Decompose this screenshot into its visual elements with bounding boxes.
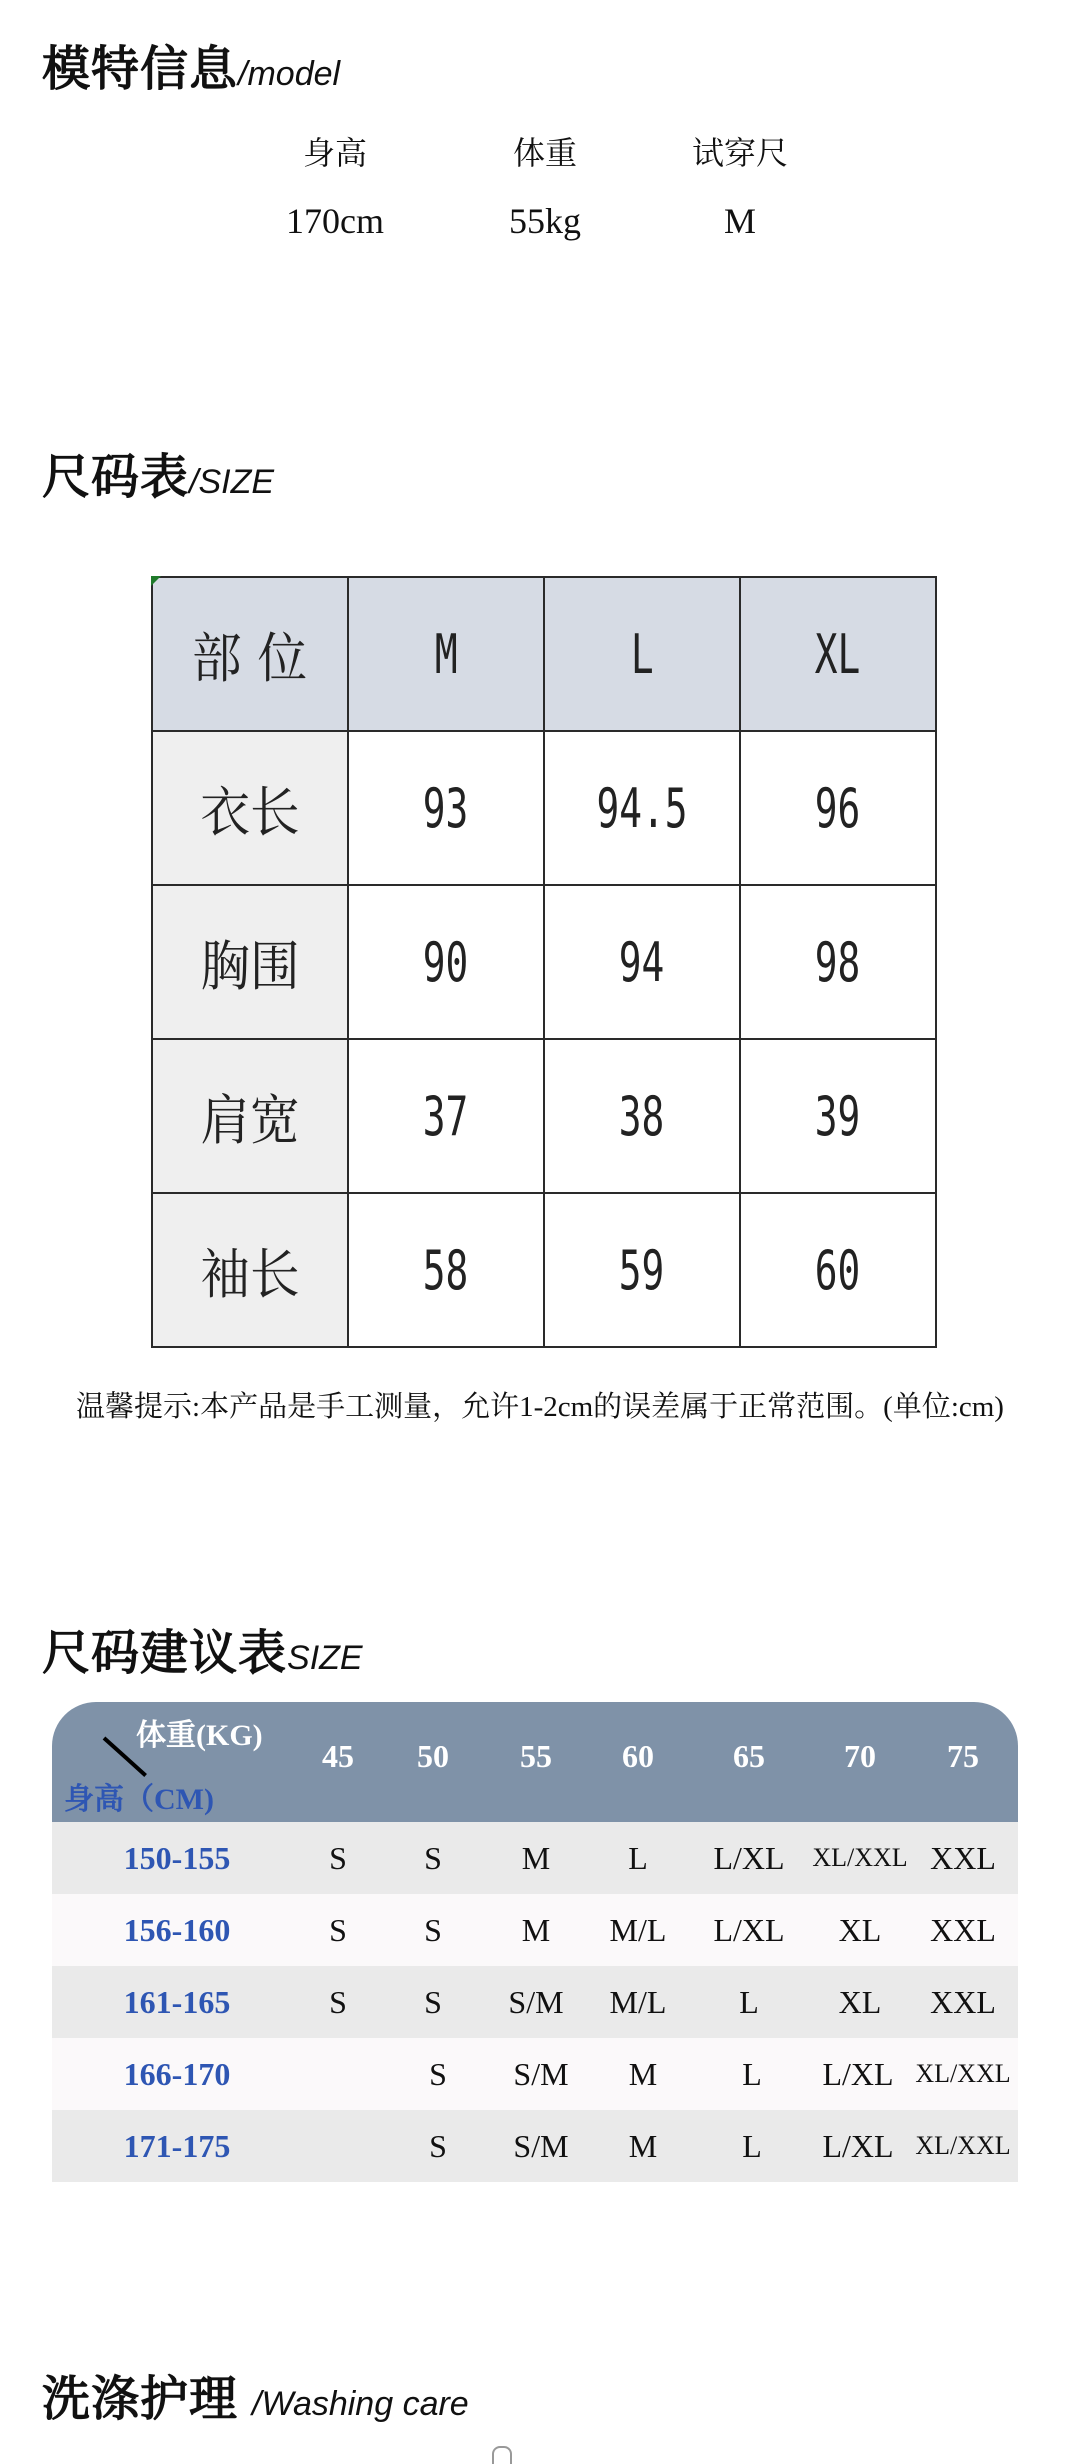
recommend-header: [52, 1702, 1018, 1822]
model-height-label: 身高: [302, 134, 367, 172]
washing-title-en: /Washing care: [252, 2385, 469, 2423]
size-row-length: [152, 731, 936, 885]
washing-title-cn: 洗涤护理: [42, 2371, 239, 2427]
size-cell: XL: [838, 1912, 882, 1948]
height-range: 171-175: [123, 2128, 231, 2164]
model-weight-label: 体重: [512, 134, 577, 172]
row-label: 胸围: [152, 885, 348, 1039]
size-row-sleeve: [152, 1193, 936, 1347]
height-range: 156-160: [123, 1912, 231, 1948]
size-cell: L: [742, 2128, 762, 2164]
header-part: 部 位: [152, 577, 348, 731]
weight-axis-label: 体重(KG): [136, 1719, 263, 1752]
size-cell: S/M: [513, 2128, 569, 2164]
size-cell: S: [424, 1840, 442, 1876]
recommend-row: [52, 1894, 1018, 1966]
size-title-en: /SIZE: [189, 463, 275, 501]
size-cell: M/L: [609, 1984, 667, 2020]
model-section-title: [42, 30, 340, 99]
size-cell: S: [329, 1840, 347, 1876]
partial-care-icon: [492, 2446, 512, 2464]
size-cell: S: [424, 1984, 442, 2020]
weight-col: 55: [520, 1738, 552, 1774]
cell: 39: [740, 1039, 936, 1193]
size-section-title: [42, 438, 274, 507]
model-size-label: 试穿尺: [691, 134, 788, 172]
model-title-cn: 模特信息: [42, 41, 239, 97]
model-size: [675, 128, 805, 242]
recommend-title-en: SIZE: [287, 1639, 363, 1677]
cell: 94: [544, 885, 740, 1039]
size-cell: L/XL: [822, 2128, 894, 2164]
size-cell: XL/XXL: [812, 1843, 908, 1872]
height-range: 161-165: [123, 1984, 231, 2020]
row-label: 衣长: [152, 731, 348, 885]
cell: 59: [544, 1193, 740, 1347]
row-label: 肩宽: [152, 1039, 348, 1193]
size-cell: M: [628, 2128, 658, 2164]
cell: 60: [740, 1193, 936, 1347]
measurement-note: 温馨提示:本产品是手工测量，允许1-2cm的误差属于正常范围。(单位:cm): [76, 1391, 1004, 1423]
size-table: [151, 576, 937, 1348]
model-weight-value: 55kg: [509, 201, 581, 241]
size-cell: L: [628, 1840, 648, 1876]
recommend-table: [52, 1702, 1018, 2182]
model-height: [270, 128, 400, 242]
size-cell: L: [742, 2056, 762, 2092]
row-label: 袖长: [152, 1193, 348, 1347]
weight-col: 70: [844, 1738, 876, 1774]
size-cell: XXL: [930, 1984, 996, 2020]
recommend-title-cn: 尺码建议表: [42, 1625, 288, 1681]
cell: 96: [740, 731, 936, 885]
size-cell: S: [329, 1912, 347, 1948]
size-cell: XXL: [930, 1912, 996, 1948]
size-cell: S/M: [513, 2056, 569, 2092]
cell: 94.5: [544, 731, 740, 885]
recommend-row: [52, 1822, 1018, 1894]
size-table-header: [152, 577, 936, 731]
size-cell: L/XL: [713, 1840, 785, 1876]
size-cell: S: [429, 2128, 447, 2164]
height-range: 150-155: [123, 1840, 231, 1876]
weight-col: 60: [622, 1738, 654, 1774]
size-cell: M/L: [609, 1912, 667, 1948]
size-title-cn: 尺码表: [42, 449, 190, 505]
size-cell: M: [521, 1912, 551, 1948]
cell: 58: [348, 1193, 544, 1347]
size-cell: S: [329, 1984, 347, 2020]
model-weight: [480, 128, 610, 242]
size-cell: XL/XXL: [915, 2131, 1011, 2160]
size-cell: XL: [838, 1984, 882, 2020]
cell: 37: [348, 1039, 544, 1193]
header-l: L: [544, 577, 740, 731]
size-cell: L/XL: [822, 2056, 894, 2092]
height-range: 166-170: [123, 2056, 231, 2092]
model-size-value: M: [723, 201, 756, 241]
recommend-row: [52, 2110, 1018, 2182]
model-info-grid: [270, 128, 830, 258]
height-axis-label: 身高（CM): [64, 1783, 214, 1816]
model-title-en: /model: [238, 55, 341, 93]
size-row-chest: [152, 885, 936, 1039]
cell: 93: [348, 731, 544, 885]
weight-col: 75: [947, 1738, 979, 1774]
header-m: M: [348, 577, 544, 731]
cell: 38: [544, 1039, 740, 1193]
recommend-row: [52, 2038, 1018, 2110]
model-height-value: 170cm: [286, 201, 384, 241]
size-cell: XL/XXL: [915, 2059, 1011, 2088]
washing-section-title: [42, 2360, 469, 2429]
cell: 90: [348, 885, 544, 1039]
size-cell: M: [628, 2056, 658, 2092]
cell: 98: [740, 885, 936, 1039]
size-cell: M: [521, 1840, 551, 1876]
size-cell: L/XL: [713, 1912, 785, 1948]
size-row-shoulder: [152, 1039, 936, 1193]
weight-col: 65: [733, 1738, 765, 1774]
header-xl: XL: [740, 577, 936, 731]
size-cell: S/M: [508, 1984, 564, 2020]
weight-col: 45: [322, 1738, 354, 1774]
recommend-section-title: [42, 1614, 363, 1683]
size-cell: L: [739, 1984, 759, 2020]
size-cell: S: [424, 1912, 442, 1948]
size-cell: XXL: [930, 1840, 996, 1876]
cell-corner-marker: [151, 576, 161, 586]
recommend-row: [52, 1966, 1018, 2038]
weight-col: 50: [417, 1738, 449, 1774]
size-cell: S: [429, 2056, 447, 2092]
